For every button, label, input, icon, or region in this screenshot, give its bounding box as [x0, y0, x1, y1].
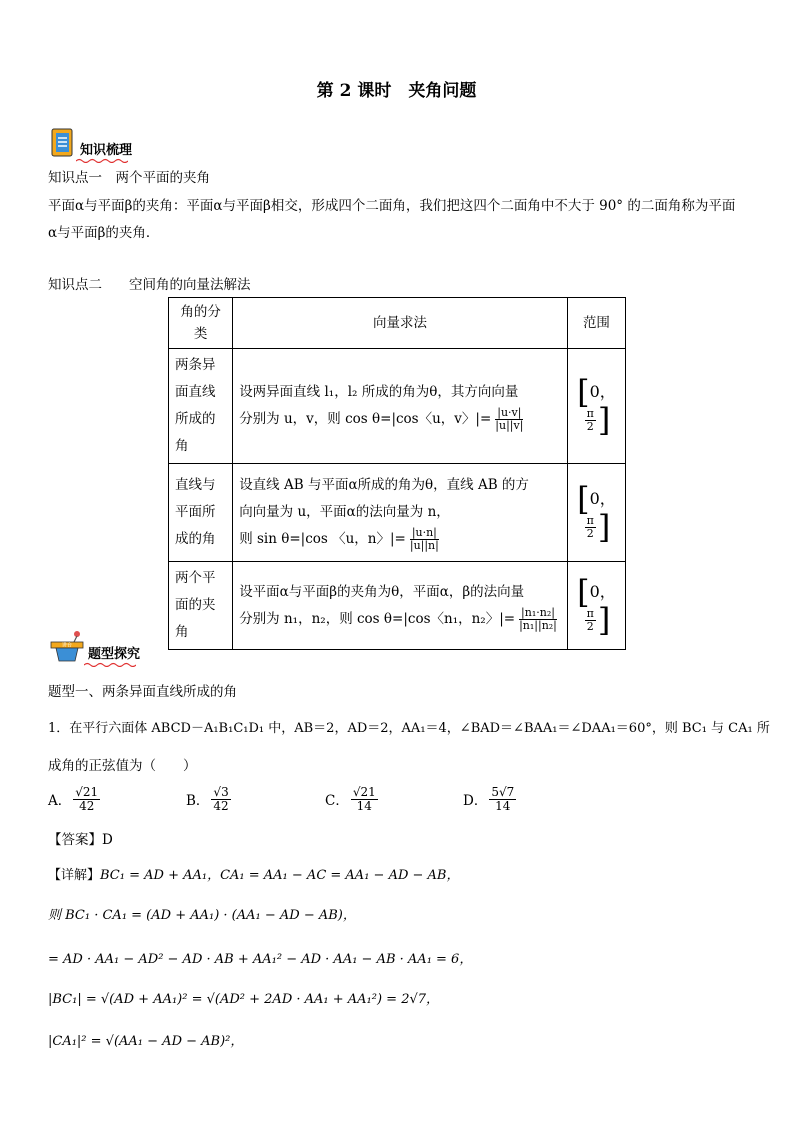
frac-num: π	[586, 513, 594, 527]
frac-num: √3	[213, 785, 229, 799]
frac-num: π	[586, 407, 594, 421]
method-fraction	[517, 607, 559, 631]
detail-line-2	[48, 904, 356, 923]
row-range: [0， $\frac{\pi}{2}$ ]	[567, 464, 625, 562]
frac-den: 42	[213, 798, 229, 813]
row-method-line: 设平面α与平面β的夹角为θ，平面α，β的法向量	[239, 583, 525, 600]
table-row	[169, 464, 626, 562]
type1-heading: 题型一、两条异面直线所成的角	[48, 684, 237, 700]
header-range: 范围	[567, 298, 625, 349]
range-start: 0，	[589, 488, 616, 508]
choice-fraction	[73, 786, 100, 812]
detail-line-3	[48, 948, 472, 967]
method-fraction	[493, 407, 525, 431]
section-explore-label-text: 题型探究	[88, 647, 141, 662]
podium-icon	[50, 630, 84, 662]
table-row	[169, 349, 626, 464]
row-method-line	[239, 526, 561, 553]
frac-den: |u||v|	[495, 419, 524, 432]
vector-method-table	[168, 297, 626, 650]
frac-den: 14	[495, 798, 511, 813]
frac-num: √21	[75, 785, 99, 799]
choice-letter: B．	[186, 793, 210, 810]
frac-den: 2	[586, 619, 594, 633]
frac-den: 2	[586, 420, 594, 433]
question-1-line-2: 成角的正弦值为（ ）	[48, 758, 197, 774]
choice-letter: D．	[463, 793, 488, 810]
equation: 则 BC₁ · CA₁ = (AD + AA₁) · (AA₁ − AD − AB)，	[48, 908, 356, 923]
point1-text-b: α与平面β的夹角．	[48, 225, 160, 241]
equation: |CA₁|² = √(AA₁ − AD − AB)²，	[48, 1034, 244, 1049]
row-category: 两个平面的夹角	[169, 562, 233, 650]
row-method-line: 向向量为 u，平面α的法向量为 n，	[239, 504, 450, 520]
choice-fraction	[351, 786, 378, 812]
frac-den: |u||n|	[409, 539, 439, 552]
choice-c	[325, 786, 380, 812]
choice-d	[463, 786, 518, 812]
section-knowledge-label-text: 知识梳理	[80, 143, 133, 158]
table-header-row	[169, 298, 626, 349]
range-start: 0，	[589, 581, 616, 601]
range-fraction	[585, 408, 596, 432]
frac-den: |n₁||n₂|	[519, 618, 557, 632]
row-category: 直线与平面所成的角	[169, 464, 233, 562]
row-method-text: 分别为 u，v，则 cos θ=|cos〈u，v〉|=	[239, 411, 492, 427]
frac-den: 42	[79, 798, 95, 813]
row-category: 两条异面直线所成的角	[169, 349, 233, 464]
row-method-line	[239, 406, 561, 433]
wavy-underline	[84, 662, 136, 667]
choice-letter: A．	[48, 793, 72, 810]
range-fraction	[585, 608, 596, 632]
row-method-line	[239, 606, 561, 633]
row-method	[233, 464, 568, 562]
frac-num: √21	[352, 785, 376, 799]
detail-line-4	[48, 988, 439, 1007]
header-category: 角的分类	[169, 298, 233, 349]
frac-num: 5√7	[491, 785, 515, 799]
row-range: [0， $\frac{\pi}{2}$ ]	[567, 562, 625, 650]
point1-text-a: 平面α与平面β的夹角：平面α与平面β相交，形成四个二面角，我们把这四个二面角中不大于 90° 的二面角称为平面	[48, 198, 736, 214]
range-start: 0，	[589, 382, 616, 401]
row-method	[233, 349, 568, 464]
equation: BC₁ = AD + AA₁，CA₁ = AA₁ − AC = AA₁ − AD − AB，	[100, 868, 460, 883]
frac-num: π	[586, 606, 594, 620]
choice-fraction	[489, 786, 516, 812]
frac-den: 14	[356, 798, 372, 813]
section-explore-label	[88, 643, 140, 662]
page-title: 第 2 课时 夹角问题	[316, 81, 477, 101]
choice-letter: C．	[325, 793, 349, 810]
answer: 【答案】D	[48, 832, 113, 848]
wavy-underline	[76, 158, 128, 163]
frac-num: |u·n|	[411, 526, 437, 540]
detail-line-5	[48, 1030, 243, 1049]
row-method-text: 则 sin θ=|cos 〈u，n〉|=	[239, 531, 406, 547]
choice-b	[186, 786, 233, 812]
point1-heading: 知识点一 两个平面的夹角	[48, 170, 210, 186]
row-method-text: 分别为 n₁，n₂，则 cos θ=|cos〈n₁，n₂〉|=	[239, 610, 516, 627]
table-row	[169, 562, 626, 650]
podium-badge-text: 讲台	[61, 642, 73, 649]
row-method	[233, 562, 568, 650]
book-icon	[50, 128, 76, 158]
row-range: [0， $\frac{\pi}{2}$ ]	[567, 349, 625, 464]
equation: |BC₁| = √(AD + AA₁)² = √(AD² + 2AD · AA₁ + AA₁²) = 2√7，	[48, 992, 440, 1007]
header-method: 向量求法	[233, 298, 568, 349]
frac-num: |u·v|	[497, 406, 522, 420]
choice-fraction	[211, 786, 230, 812]
row-method-line: 设两异面直线 l₁，l₂ 所成的角为θ，其方向向量	[239, 384, 519, 400]
choice-a	[48, 786, 102, 812]
frac-num: |n₁·n₂|	[521, 605, 555, 619]
equation: = AD · AA₁ − AD² − AD · AB + AA₁² − AD · AA₁ − AB · AA₁ = 6，	[48, 952, 473, 967]
method-fraction	[408, 527, 441, 551]
question-1-line-1: 1．在平行六面体 ABCD－A₁B₁C₁D₁ 中，AB＝2，AD＝2，AA₁＝4，∠BAD＝∠BAA₁＝∠DAA₁＝60°，则 BC₁ 与 CA₁ 所	[48, 721, 770, 736]
row-method-line: 设直线 AB 与平面α所成的角为θ，直线 AB 的方	[239, 477, 529, 493]
section-knowledge-heading	[50, 128, 132, 158]
frac-den: 2	[586, 526, 594, 540]
detail-label: 【详解】	[48, 868, 101, 883]
section-knowledge-label	[80, 139, 132, 158]
point2-heading: 知识点二 空间角的向量法解法	[48, 277, 251, 293]
detail-line-1	[48, 864, 459, 883]
range-fraction	[585, 515, 596, 539]
section-explore-heading	[50, 630, 140, 662]
